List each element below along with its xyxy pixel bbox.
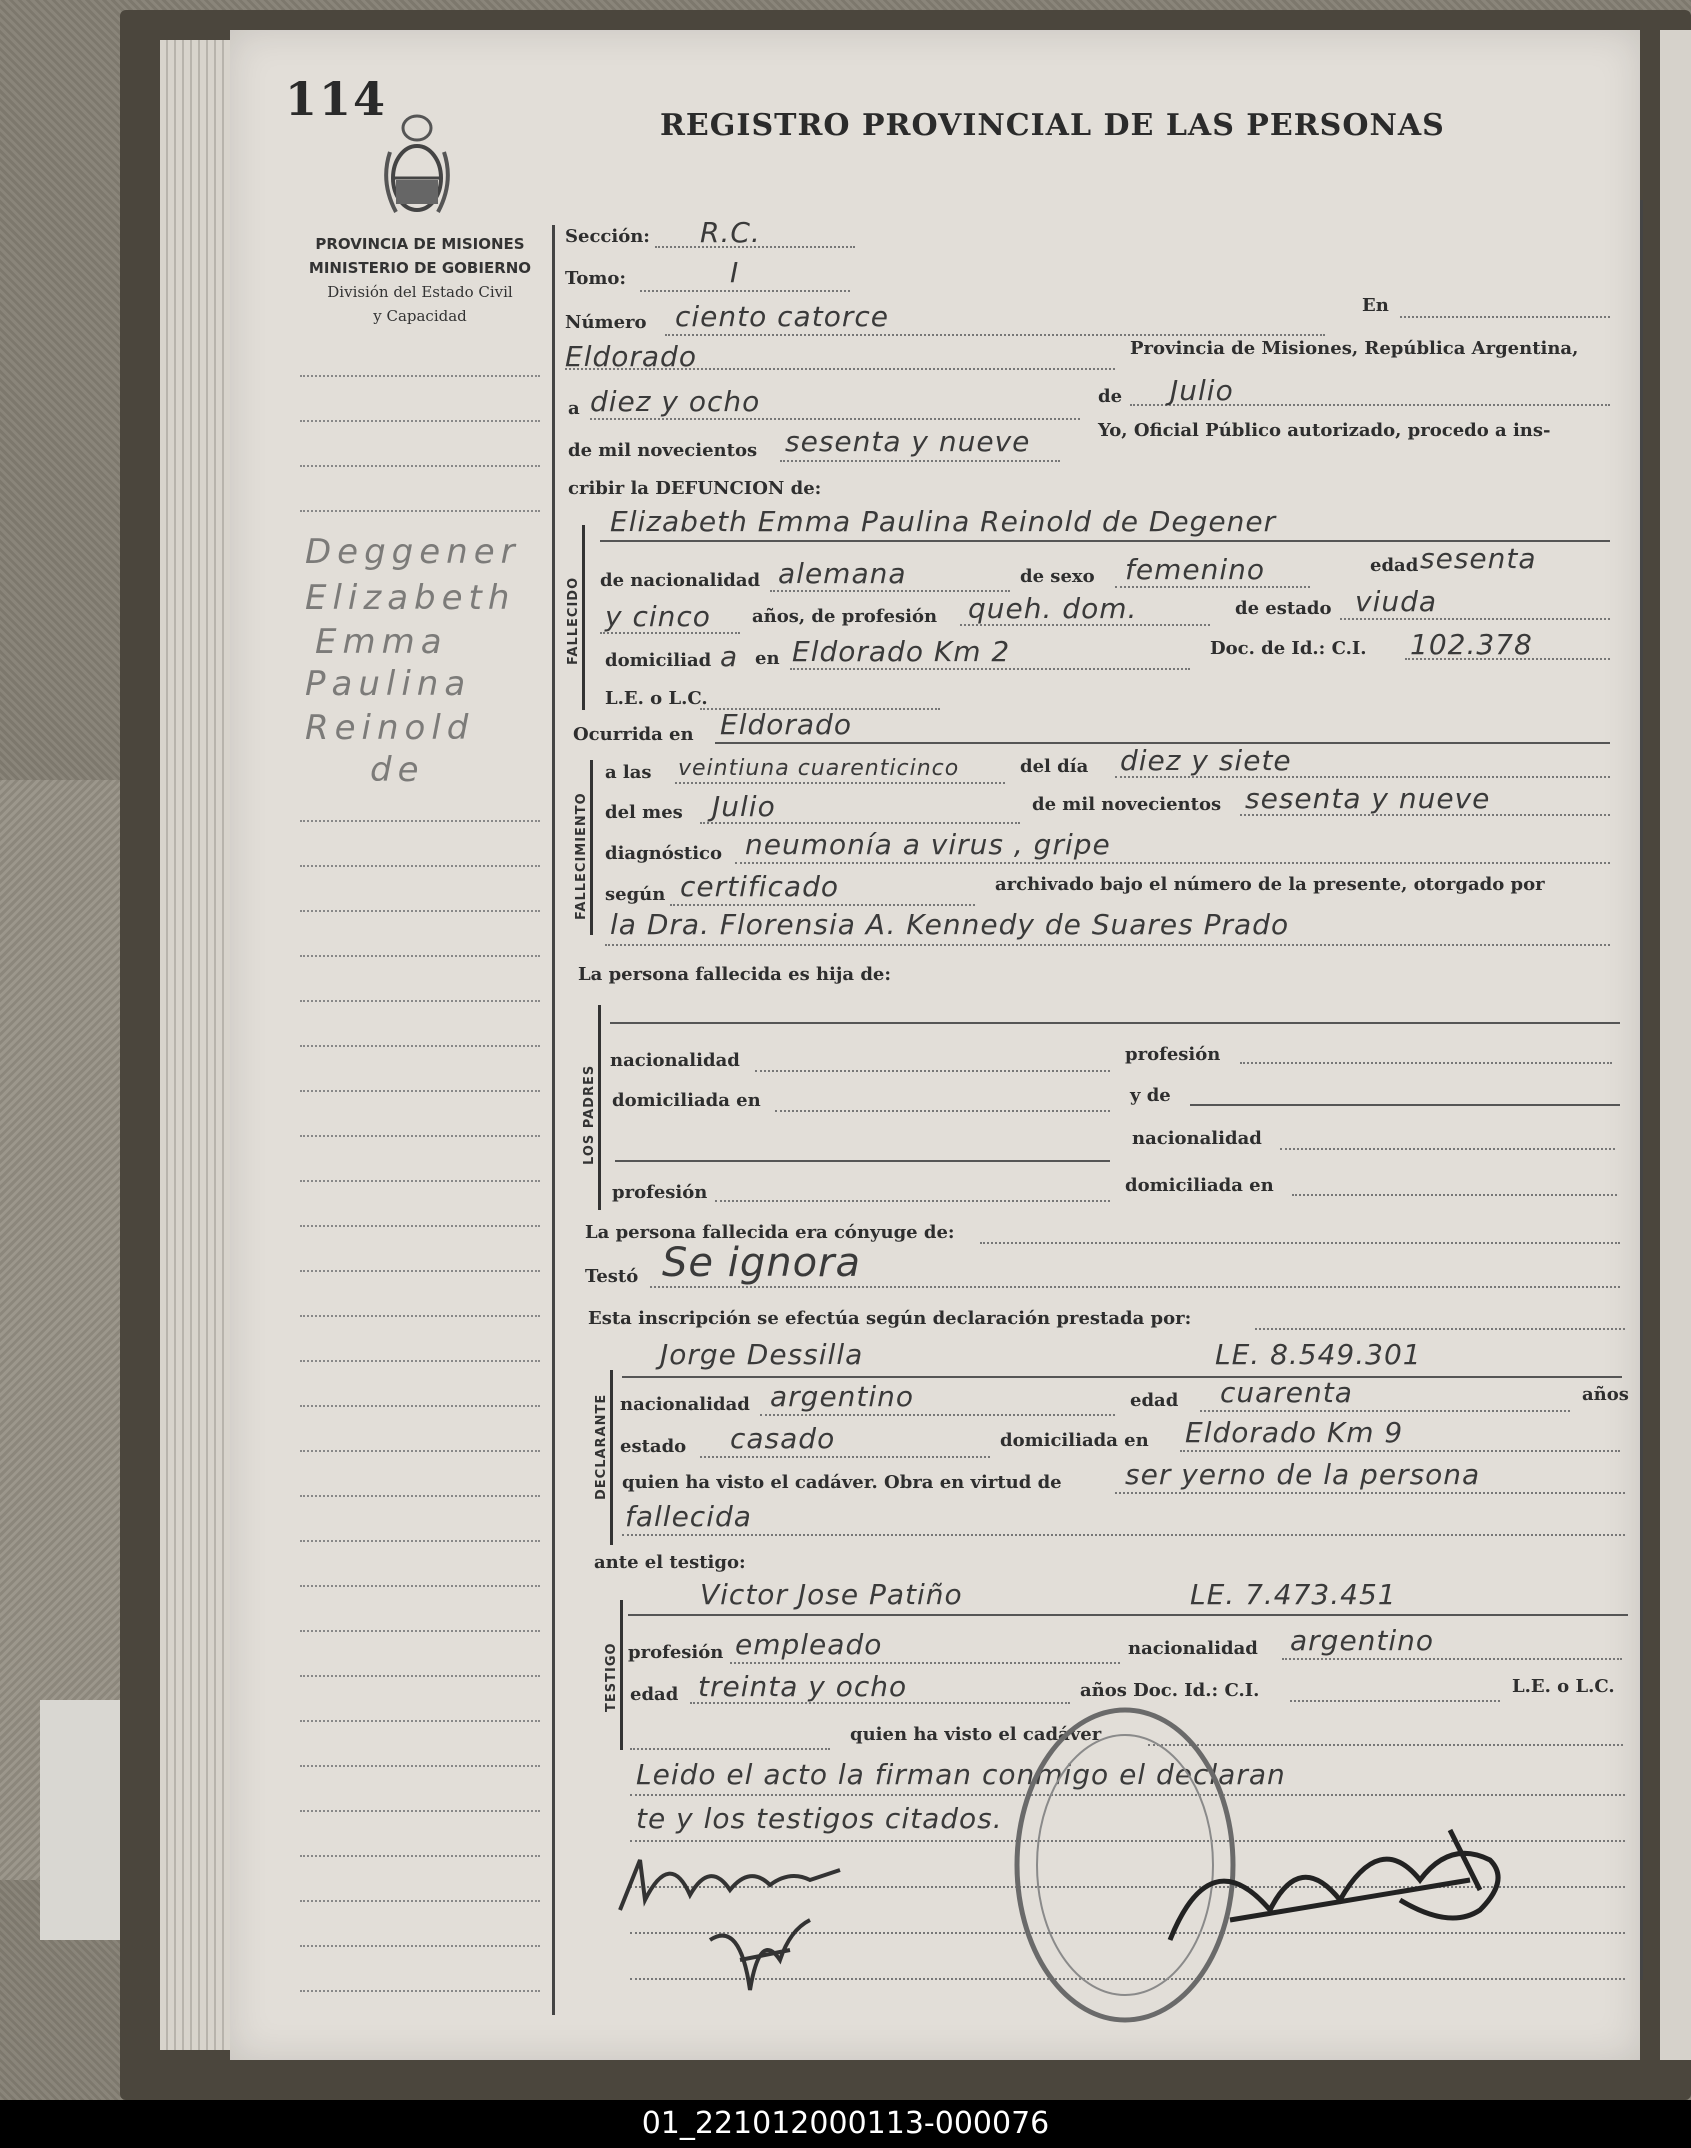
testo-value: Se ignora bbox=[662, 1240, 861, 1286]
margin-line bbox=[300, 1450, 540, 1452]
de-label: de bbox=[1098, 386, 1123, 407]
cierre-text-2: te y los testigos citados. bbox=[636, 1802, 1003, 1835]
padres-bracket bbox=[598, 1005, 601, 1210]
issuing-office bbox=[295, 232, 545, 328]
binding-tab bbox=[40, 1700, 120, 1940]
hora-value: veintiuna cuarenticinco bbox=[678, 756, 960, 781]
padre-line bbox=[610, 1022, 1620, 1024]
domicilio-value: Eldorado Km 2 bbox=[792, 635, 1011, 668]
fallecimiento-bracket bbox=[590, 760, 593, 935]
estado-value: viuda bbox=[1355, 585, 1438, 618]
a-las-label: a las bbox=[605, 762, 652, 783]
nac-test-line bbox=[1282, 1658, 1622, 1660]
seccion-label: Sección: bbox=[565, 226, 650, 247]
dia-value: diez y ocho bbox=[590, 385, 761, 418]
folio-number: 114 bbox=[285, 72, 388, 126]
profesion-value: queh. dom. bbox=[968, 592, 1138, 625]
margin-line bbox=[300, 1540, 540, 1542]
estado-decl-value: casado bbox=[730, 1422, 836, 1455]
sexo-value: femenino bbox=[1125, 553, 1265, 586]
deceased-name: Elizabeth Emma Paulina Reinold de Degener bbox=[610, 505, 1277, 538]
diagnostico-label: diagnóstico bbox=[605, 843, 723, 864]
padres-label: LOS PADRES bbox=[582, 1064, 597, 1165]
facing-page-edge bbox=[1660, 30, 1691, 2060]
nac-madre-line bbox=[1280, 1148, 1615, 1150]
margin-line bbox=[300, 1270, 540, 1272]
del-mes-label: del mes bbox=[605, 802, 683, 823]
coat-of-arms-icon bbox=[378, 112, 456, 224]
dia-f-value: diez y siete bbox=[1120, 744, 1292, 777]
margin-line bbox=[300, 465, 540, 467]
anio-line bbox=[780, 460, 1060, 462]
en-domicilio-label: en bbox=[755, 648, 780, 669]
lugar-value: Eldorado bbox=[565, 340, 697, 373]
testigo-name: Victor Jose Patiño bbox=[700, 1578, 963, 1611]
nac-decl-value: argentino bbox=[770, 1380, 915, 1413]
de-mil2-label: de mil novecientos bbox=[1032, 794, 1222, 815]
margin-line bbox=[300, 820, 540, 822]
page-title: REGISTRO PROVINCIAL DE LAS PERSONAS bbox=[660, 108, 1445, 143]
mes-f-value: Julio bbox=[712, 790, 776, 823]
margin-line bbox=[300, 865, 540, 867]
tomo-value: I bbox=[730, 256, 740, 289]
de-mil-label: de mil novecientos bbox=[568, 440, 758, 461]
margin-line bbox=[300, 420, 540, 422]
virtud-line bbox=[1115, 1492, 1625, 1494]
main-frame-line bbox=[552, 225, 555, 2015]
margin-name: Emma bbox=[315, 622, 448, 662]
edad2-value: y cinco bbox=[605, 600, 711, 633]
domicilio-label: domiciliad bbox=[605, 650, 712, 671]
margin-line bbox=[300, 1630, 540, 1632]
declarante-label: DECLARANTE bbox=[594, 1393, 609, 1500]
inscripcion-line bbox=[1255, 1328, 1625, 1330]
capacity-line: y Capacidad bbox=[373, 307, 467, 325]
madre-line bbox=[1190, 1104, 1620, 1106]
division-line: División del Estado Civil bbox=[327, 283, 513, 301]
nac-decl-line bbox=[760, 1414, 1115, 1416]
del-dia-label: del día bbox=[1020, 756, 1089, 777]
tomo-line bbox=[640, 290, 850, 292]
nac-test-value: argentino bbox=[1290, 1624, 1435, 1657]
le-lc-label: L.E. o L.C. bbox=[605, 688, 708, 709]
margin-line bbox=[300, 1000, 540, 1002]
numero-value: ciento catorce bbox=[675, 300, 889, 333]
virtud-value: ser yerno de la persona bbox=[1125, 1458, 1481, 1491]
edad-label: edad bbox=[1370, 555, 1419, 576]
nac-madre-label: nacionalidad bbox=[1132, 1128, 1262, 1149]
archivado-label: archivado bajo el número de la presente, otorgado por bbox=[995, 874, 1545, 895]
hora-line bbox=[675, 782, 1005, 784]
domicilio-suffix: a bbox=[720, 640, 739, 673]
edad-value: sesenta bbox=[1420, 542, 1537, 575]
margin-line bbox=[300, 1855, 540, 1857]
doc-label: Doc. de Id.: C.I. bbox=[1210, 638, 1367, 659]
dom-decl-line bbox=[1180, 1450, 1620, 1452]
prof-padre-line bbox=[1240, 1062, 1612, 1064]
nacionalidad-label: de nacionalidad bbox=[600, 570, 761, 591]
medico-value: la Dra. Florensia A. Kennedy de Suares Prado bbox=[610, 908, 1290, 941]
margin-line bbox=[300, 1495, 540, 1497]
edad-decl-line bbox=[1200, 1410, 1570, 1412]
prof-test-line bbox=[730, 1662, 1120, 1664]
margin-name: de bbox=[370, 750, 425, 790]
anio-f-value: sesenta y nueve bbox=[1245, 782, 1491, 815]
nac-padre-line bbox=[755, 1070, 1110, 1072]
margin-line bbox=[300, 1180, 540, 1182]
edad-test-value: treinta y ocho bbox=[698, 1670, 908, 1703]
le-test-label: L.E. o L.C. bbox=[1512, 1676, 1615, 1697]
ante-label: ante el testigo: bbox=[594, 1552, 746, 1573]
nacionalidad-value: alemana bbox=[778, 557, 907, 590]
declarante-line bbox=[622, 1376, 1622, 1378]
diagnostico-value: neumonía a virus , gripe bbox=[745, 828, 1111, 861]
virtud2-line bbox=[622, 1534, 1625, 1536]
margin-name: Elizabeth bbox=[305, 578, 516, 618]
anos-test-label: años Doc. Id.: C.I. bbox=[1080, 1680, 1260, 1701]
a-label: a bbox=[568, 398, 580, 419]
margin-line bbox=[300, 1675, 540, 1677]
prof-test-value: empleado bbox=[735, 1628, 883, 1661]
dom-decl-label: domiciliada en bbox=[1000, 1430, 1149, 1451]
segun-value: certificado bbox=[680, 870, 839, 903]
sexo-label: de sexo bbox=[1020, 566, 1095, 587]
dom-decl-value: Eldorado Km 9 bbox=[1185, 1416, 1404, 1449]
prof-padre2-label: profesión bbox=[612, 1182, 708, 1203]
margin-line bbox=[300, 1090, 540, 1092]
dom-padre-label: domiciliada en bbox=[612, 1090, 761, 1111]
en-line bbox=[1400, 316, 1610, 318]
fallecimiento-label: FALLECIMIENTO bbox=[574, 792, 589, 920]
tomo-label: Tomo: bbox=[565, 268, 627, 289]
right-frame-line bbox=[1640, 200, 1643, 1980]
mes-value: Julio bbox=[1170, 374, 1234, 407]
ocurrida-label: Ocurrida en bbox=[573, 724, 694, 745]
margin-line bbox=[300, 1135, 540, 1137]
margin-name: Deggener bbox=[305, 532, 521, 572]
official-signature-icon bbox=[1150, 1820, 1530, 1970]
edad-test-label: edad bbox=[630, 1684, 679, 1705]
dom-madre-label: domiciliada en bbox=[1125, 1175, 1274, 1196]
margin-line bbox=[300, 1045, 540, 1047]
en-label: En bbox=[1362, 295, 1389, 316]
oficial-label: Yo, Oficial Público autorizado, procedo a ins- bbox=[1098, 420, 1551, 441]
prof-padre2-line bbox=[715, 1200, 1110, 1202]
ocurrida-value: Eldorado bbox=[720, 708, 852, 741]
conyuge-label: La persona fallecida era cónyuge de: bbox=[585, 1222, 955, 1243]
province-line: PROVINCIA DE MISIONES bbox=[315, 235, 525, 253]
margin-line bbox=[300, 375, 540, 377]
segun-line bbox=[670, 904, 975, 906]
diagnostico-line bbox=[735, 862, 1610, 864]
ci-value: 102.378 bbox=[1410, 628, 1533, 661]
nac-decl-label: nacionalidad bbox=[620, 1394, 750, 1415]
edad-decl-label: edad bbox=[1130, 1390, 1179, 1411]
sexo-line bbox=[1115, 586, 1310, 588]
margin-line bbox=[300, 1900, 540, 1902]
visto-test-pre-line bbox=[630, 1748, 830, 1750]
anio-value: sesenta y nueve bbox=[785, 425, 1031, 458]
ministry-line: MINISTERIO DE GOBIERNO bbox=[308, 259, 532, 277]
testo-label: Testó bbox=[585, 1266, 639, 1287]
signature-icon bbox=[700, 1900, 820, 2010]
testigo-line bbox=[628, 1614, 1628, 1616]
declarante-doc: LE. 8.549.301 bbox=[1215, 1338, 1422, 1371]
estado-decl-line bbox=[700, 1456, 990, 1458]
cribir-label: cribir la DEFUNCION de: bbox=[568, 478, 822, 499]
fallecido-bracket bbox=[582, 525, 585, 710]
testigo-label: TESTIGO bbox=[604, 1642, 619, 1712]
fallecido-label: FALLECIDO bbox=[566, 576, 581, 665]
prof-padre-label: profesión bbox=[1125, 1044, 1221, 1065]
margin-name: Paulina bbox=[305, 664, 472, 704]
declarante-bracket bbox=[610, 1370, 613, 1545]
image-identifier: 01_221012000113-000076 bbox=[0, 2100, 1691, 2148]
margin-line bbox=[300, 1765, 540, 1767]
edad-decl-value: cuarenta bbox=[1220, 1376, 1353, 1409]
nac-test-label: nacionalidad bbox=[1128, 1638, 1258, 1659]
estado-decl-label: estado bbox=[620, 1436, 687, 1457]
prof-test-label: profesión bbox=[628, 1642, 724, 1663]
margin-line bbox=[300, 1810, 540, 1812]
margin-line bbox=[300, 1315, 540, 1317]
margin-line bbox=[300, 910, 540, 912]
testigo-doc: LE. 7.473.451 bbox=[1190, 1578, 1397, 1611]
margin-line bbox=[300, 1405, 540, 1407]
visto-label: quien ha visto el cadáver. Obra en virtud de bbox=[622, 1472, 1062, 1493]
y-de-label: y de bbox=[1130, 1085, 1171, 1106]
margin-line bbox=[300, 510, 540, 512]
margin-line bbox=[300, 1990, 540, 1992]
ci-test-line bbox=[1290, 1700, 1500, 1702]
inscripcion-label: Esta inscripción se efectúa según declaración prestada por: bbox=[588, 1308, 1192, 1329]
visto-test-label: quien ha visto el cadáver bbox=[850, 1724, 1102, 1745]
dia-line bbox=[590, 418, 1080, 420]
domicilio-line bbox=[790, 668, 1190, 670]
nac-padre-label: nacionalidad bbox=[610, 1050, 740, 1071]
testigo-bracket bbox=[620, 1600, 623, 1750]
provincia-label: Provincia de Misiones, República Argentina, bbox=[1130, 338, 1579, 359]
seccion-value: R.C. bbox=[700, 216, 761, 249]
anos-decl-label: años bbox=[1582, 1384, 1629, 1405]
estado-line bbox=[1340, 618, 1610, 620]
dom-madre-line bbox=[1292, 1194, 1617, 1196]
margin-line bbox=[300, 1945, 540, 1947]
margin-line bbox=[300, 1360, 540, 1362]
testo-line bbox=[650, 1286, 1620, 1288]
anos-prof-label: años, de profesión bbox=[752, 606, 938, 627]
segun-label: según bbox=[605, 884, 666, 905]
padre-extra-line bbox=[615, 1160, 1110, 1162]
margin-line bbox=[300, 1720, 540, 1722]
medico-line bbox=[605, 944, 1610, 946]
margin-line bbox=[300, 955, 540, 957]
conyuge-line bbox=[980, 1242, 1620, 1244]
hija-label: La persona fallecida es hija de: bbox=[578, 964, 892, 985]
virtud2-value: fallecida bbox=[625, 1500, 752, 1533]
dom-padre-line bbox=[775, 1110, 1110, 1112]
numero-line bbox=[665, 334, 1325, 336]
margin-name: Reinold bbox=[305, 708, 475, 748]
declarante-name: Jorge Dessilla bbox=[660, 1338, 864, 1371]
margin-line bbox=[300, 1585, 540, 1587]
numero-label: Número bbox=[565, 312, 647, 333]
estado-label: de estado bbox=[1235, 598, 1332, 619]
cierre-text-1: Leido el acto la firman conmigo el declaran bbox=[636, 1758, 1286, 1791]
margin-line bbox=[300, 1225, 540, 1227]
